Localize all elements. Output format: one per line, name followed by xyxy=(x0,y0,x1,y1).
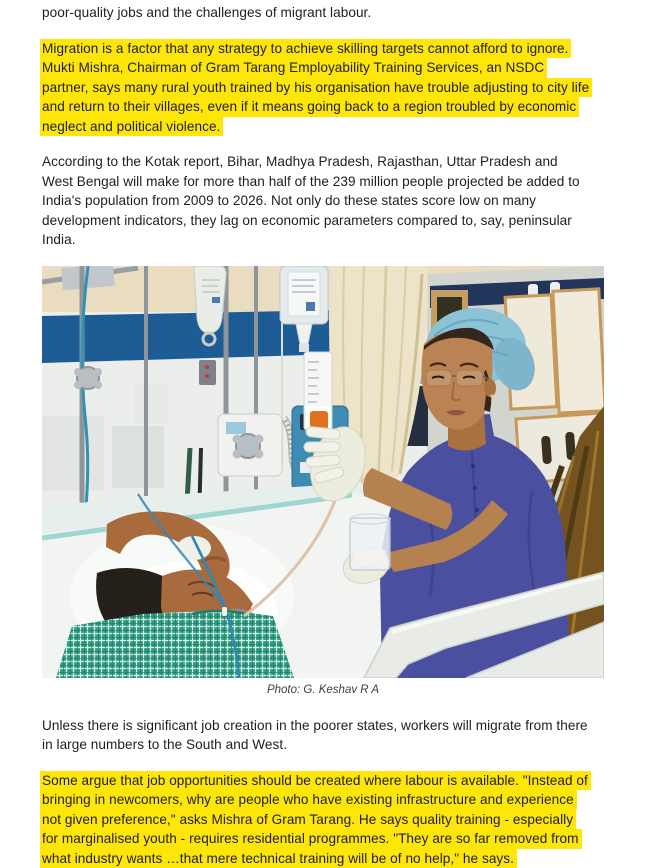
paragraph-line: Unless there is significant job creation in the poorer states, workers will migrate from there xyxy=(42,716,588,736)
highlighted-line: and return to their villages, even if it means going back to a region troubled by economic xyxy=(40,97,579,117)
paragraph-line: India. xyxy=(42,230,76,250)
highlighted-line: what industry wants …that mere technical training will be of no help," he says. xyxy=(40,849,517,868)
highlighted-line: bringing in newcomers, why are people who have existing infrastructure and experience xyxy=(40,790,577,810)
paragraph-line: poor-quality jobs and the challenges of migrant labour. xyxy=(42,3,371,23)
paragraph-line: development indicators, they lag on economic parameters compared to, say, peninsular xyxy=(42,211,572,231)
highlighted-line: Some argue that job opportunities should be created where labour is available. "Instead of xyxy=(40,771,591,791)
paragraph-line: India's population from 2009 to 2026. Not only do these states score low on many xyxy=(42,191,536,211)
photo-caption: Photo: G. Keshav R A xyxy=(42,683,604,697)
highlighted-line: for marginalised youth - requires residential programmes. "They are so far removed from xyxy=(40,829,582,849)
highlighted-line: neglect and political violence. xyxy=(40,117,223,137)
paragraph-line: West Bengal will make for more than half of the 239 million people projected be added to xyxy=(42,172,580,192)
highlighted-paragraph xyxy=(42,771,635,868)
paragraph xyxy=(42,152,635,250)
paragraph-line: in large numbers to the South and West. xyxy=(42,735,287,755)
paragraph xyxy=(42,3,635,23)
highlighted-line: Mukti Mishra, Chairman of Gram Tarang Employability Training Services, an NSDC xyxy=(40,58,547,78)
paragraph xyxy=(42,716,635,755)
highlighted-paragraph xyxy=(42,39,635,137)
article-photo-figure xyxy=(42,266,604,697)
highlighted-line: not given preference," asks Mishra of Gram Tarang. He says quality training - especially xyxy=(40,810,576,830)
iv-burette xyxy=(304,352,332,433)
hospital-photo xyxy=(42,266,604,678)
highlighted-line: partner, says many rural youth trained by his organisation have trouble adjusting to city life xyxy=(40,78,592,98)
paragraph-line: According to the Kotak report, Bihar, Madhya Pradesh, Rajasthan, Uttar Pradesh and xyxy=(42,152,558,172)
highlighted-line: Migration is a factor that any strategy to achieve skilling targets cannot afford to ignore. xyxy=(40,39,571,59)
